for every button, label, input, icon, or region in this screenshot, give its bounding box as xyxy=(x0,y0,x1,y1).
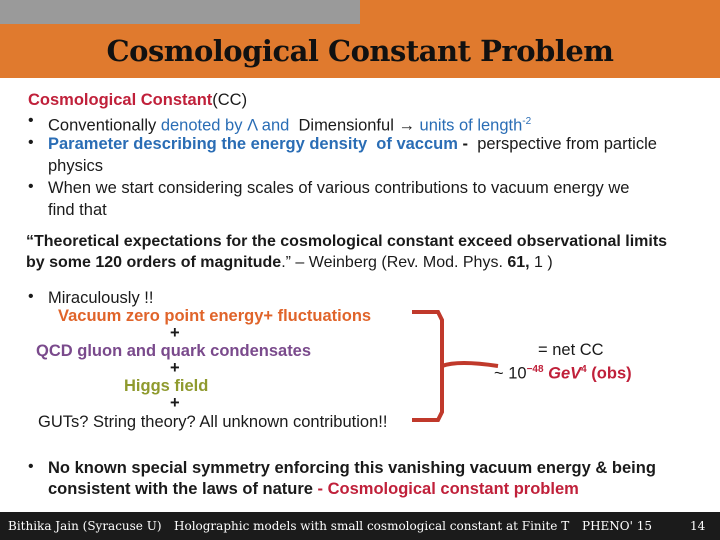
cc-abbr: (CC) xyxy=(212,91,248,109)
cc-term: Cosmological Constant xyxy=(28,91,213,109)
weinberg-quote-line1: “Theoretical expectations for the cosmological constant exceed observational limits xyxy=(26,233,668,250)
footer-talk-title: Holographic models with small cosmological constant at Finite T xyxy=(174,519,570,533)
bullet-dot: • xyxy=(28,288,34,305)
footer-author: Bithika Jain (Syracuse U) xyxy=(8,519,162,533)
header-accent xyxy=(0,0,360,24)
symmetry-statement: No known special symmetry enforcing this vanishing vacuum energy & being xyxy=(48,459,656,477)
plus-sign: + xyxy=(170,324,180,342)
page-number: 14 xyxy=(690,519,706,533)
bullet-considering: When we start considering scales of various contributions to vacuum energy we xyxy=(48,179,630,197)
bullet-parameter-cont: physics xyxy=(48,157,104,175)
slide-body xyxy=(0,78,720,512)
bullet-parameter: Parameter describing the energy density of vaccum - perspective from particle xyxy=(48,135,657,153)
net-cc-label: = net CC xyxy=(538,341,604,359)
qcd-condensates: QCD gluon and quark condensates xyxy=(36,342,312,360)
bullet-dot: • xyxy=(28,134,34,151)
bullet-conventionally: Conventionally denoted by Λ and Dimensionful → units of length$^{-2}$ xyxy=(48,116,532,135)
footer-conference: PHENO' 15 xyxy=(582,519,653,533)
symmetry-statement-cont: consistent with the laws of nature - Cosmological constant problem xyxy=(48,480,579,498)
slide-title: Cosmological Constant Problem xyxy=(106,34,614,68)
higgs-field: Higgs field xyxy=(124,377,209,395)
unknown-contributions: GUTs? String theory? All unknown contribution!! xyxy=(38,413,388,431)
bullet-considering-cont: find that xyxy=(48,201,107,219)
weinberg-quote-line2: by some 120 orders of magnitude.” – Weinberg (Rev. Mod. Phys. 61, 1 ) xyxy=(26,254,553,271)
footer-bar xyxy=(0,512,720,540)
curly-brace xyxy=(410,308,500,428)
vacuum-energy: Vacuum zero point energy+ fluctuations xyxy=(58,307,372,325)
miraculously: Miraculously !! xyxy=(48,289,154,307)
bullet-dot: • xyxy=(28,178,34,195)
plus-sign: + xyxy=(170,359,180,377)
bullet-dot: • xyxy=(28,112,34,129)
plus-sign: + xyxy=(170,394,180,412)
cc-heading xyxy=(28,90,247,110)
net-cc-value: ~ $10^{-48}$ GeV$^4$ (obs) xyxy=(494,364,632,383)
bullet-dot: • xyxy=(28,458,34,475)
